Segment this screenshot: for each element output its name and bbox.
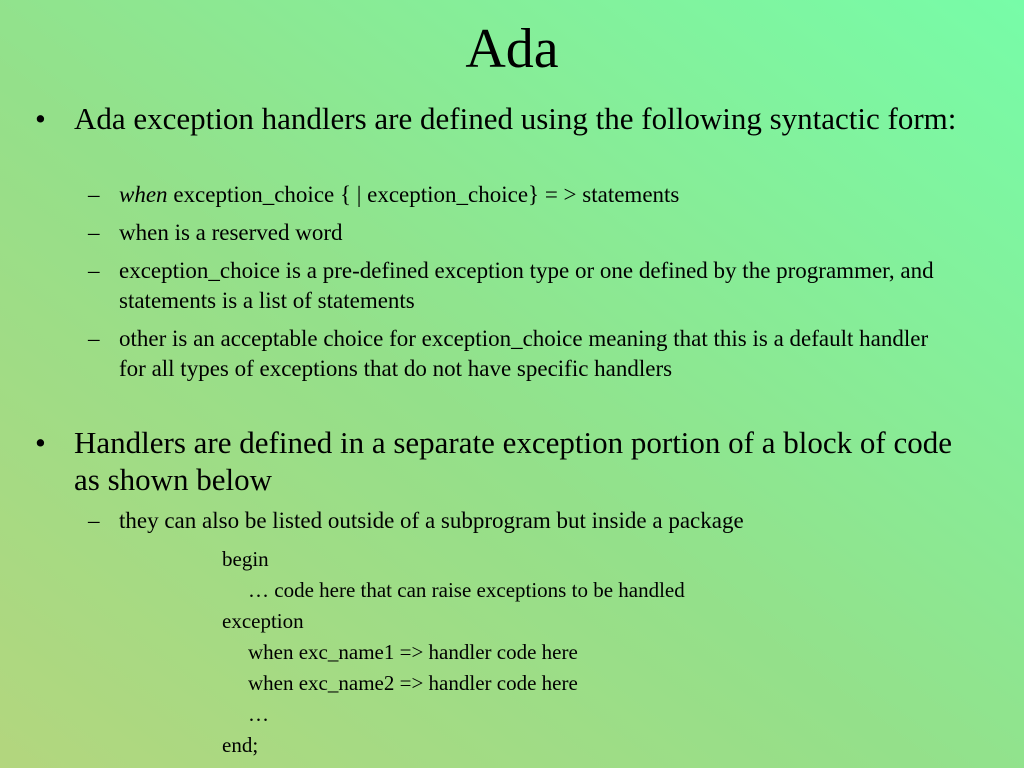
sub-bullet-marker: – <box>88 258 100 283</box>
bullet-1-text: Ada exception handlers are defined using the following syntactic form: <box>74 101 957 136</box>
keyword-when: when <box>119 182 168 207</box>
sub-bullet-1-4-text: other is an acceptable choice for exception_choice meaning that this is a default handler for all types of exceptions that do not have specific handlers <box>119 326 929 381</box>
bullet-marker: • <box>35 101 46 136</box>
sub-bullet-1-2-text: when is a reserved word <box>119 220 343 245</box>
slide-title: Ada <box>465 18 559 80</box>
code-line: exception <box>222 609 304 633</box>
sub-bullet-2-1 <box>88 506 959 536</box>
sub-bullet-2-1-text: they can also be listed outside of a subprogram but inside a package <box>119 508 744 533</box>
sub-bullet-1-1 <box>88 180 959 210</box>
bullet-2 <box>35 424 974 498</box>
code-line: … code here that can raise exceptions to be handled <box>248 578 685 602</box>
bullet-2-text: Handlers are defined in a separate exception portion of a block of code as shown below <box>74 425 952 497</box>
code-line: when exc_name2 => handler code here <box>248 671 578 695</box>
code-line: begin <box>222 547 269 571</box>
bullet-1 <box>35 100 974 137</box>
code-line: … <box>248 702 269 726</box>
sub-bullet-marker: – <box>88 182 100 207</box>
sub-bullet-marker: – <box>88 326 100 351</box>
sub-bullet-marker: – <box>88 220 100 245</box>
sub-bullet-1-4 <box>88 324 959 384</box>
sub-bullet-1-3-text: exception_choice is a pre-defined exception type or one defined by the programmer, and statements is a list of statements <box>119 258 934 313</box>
bullet-marker: • <box>35 425 46 460</box>
sub-bullet-1-3 <box>88 256 959 316</box>
sub-bullet-1-1-text: exception_choice { | exception_choice} = > statements <box>167 182 680 207</box>
code-line: when exc_name1 => handler code here <box>248 640 578 664</box>
sub-bullet-marker: – <box>88 508 100 533</box>
sub-bullet-1-2 <box>88 218 959 248</box>
code-block <box>222 544 685 761</box>
code-line: end; <box>222 733 259 757</box>
